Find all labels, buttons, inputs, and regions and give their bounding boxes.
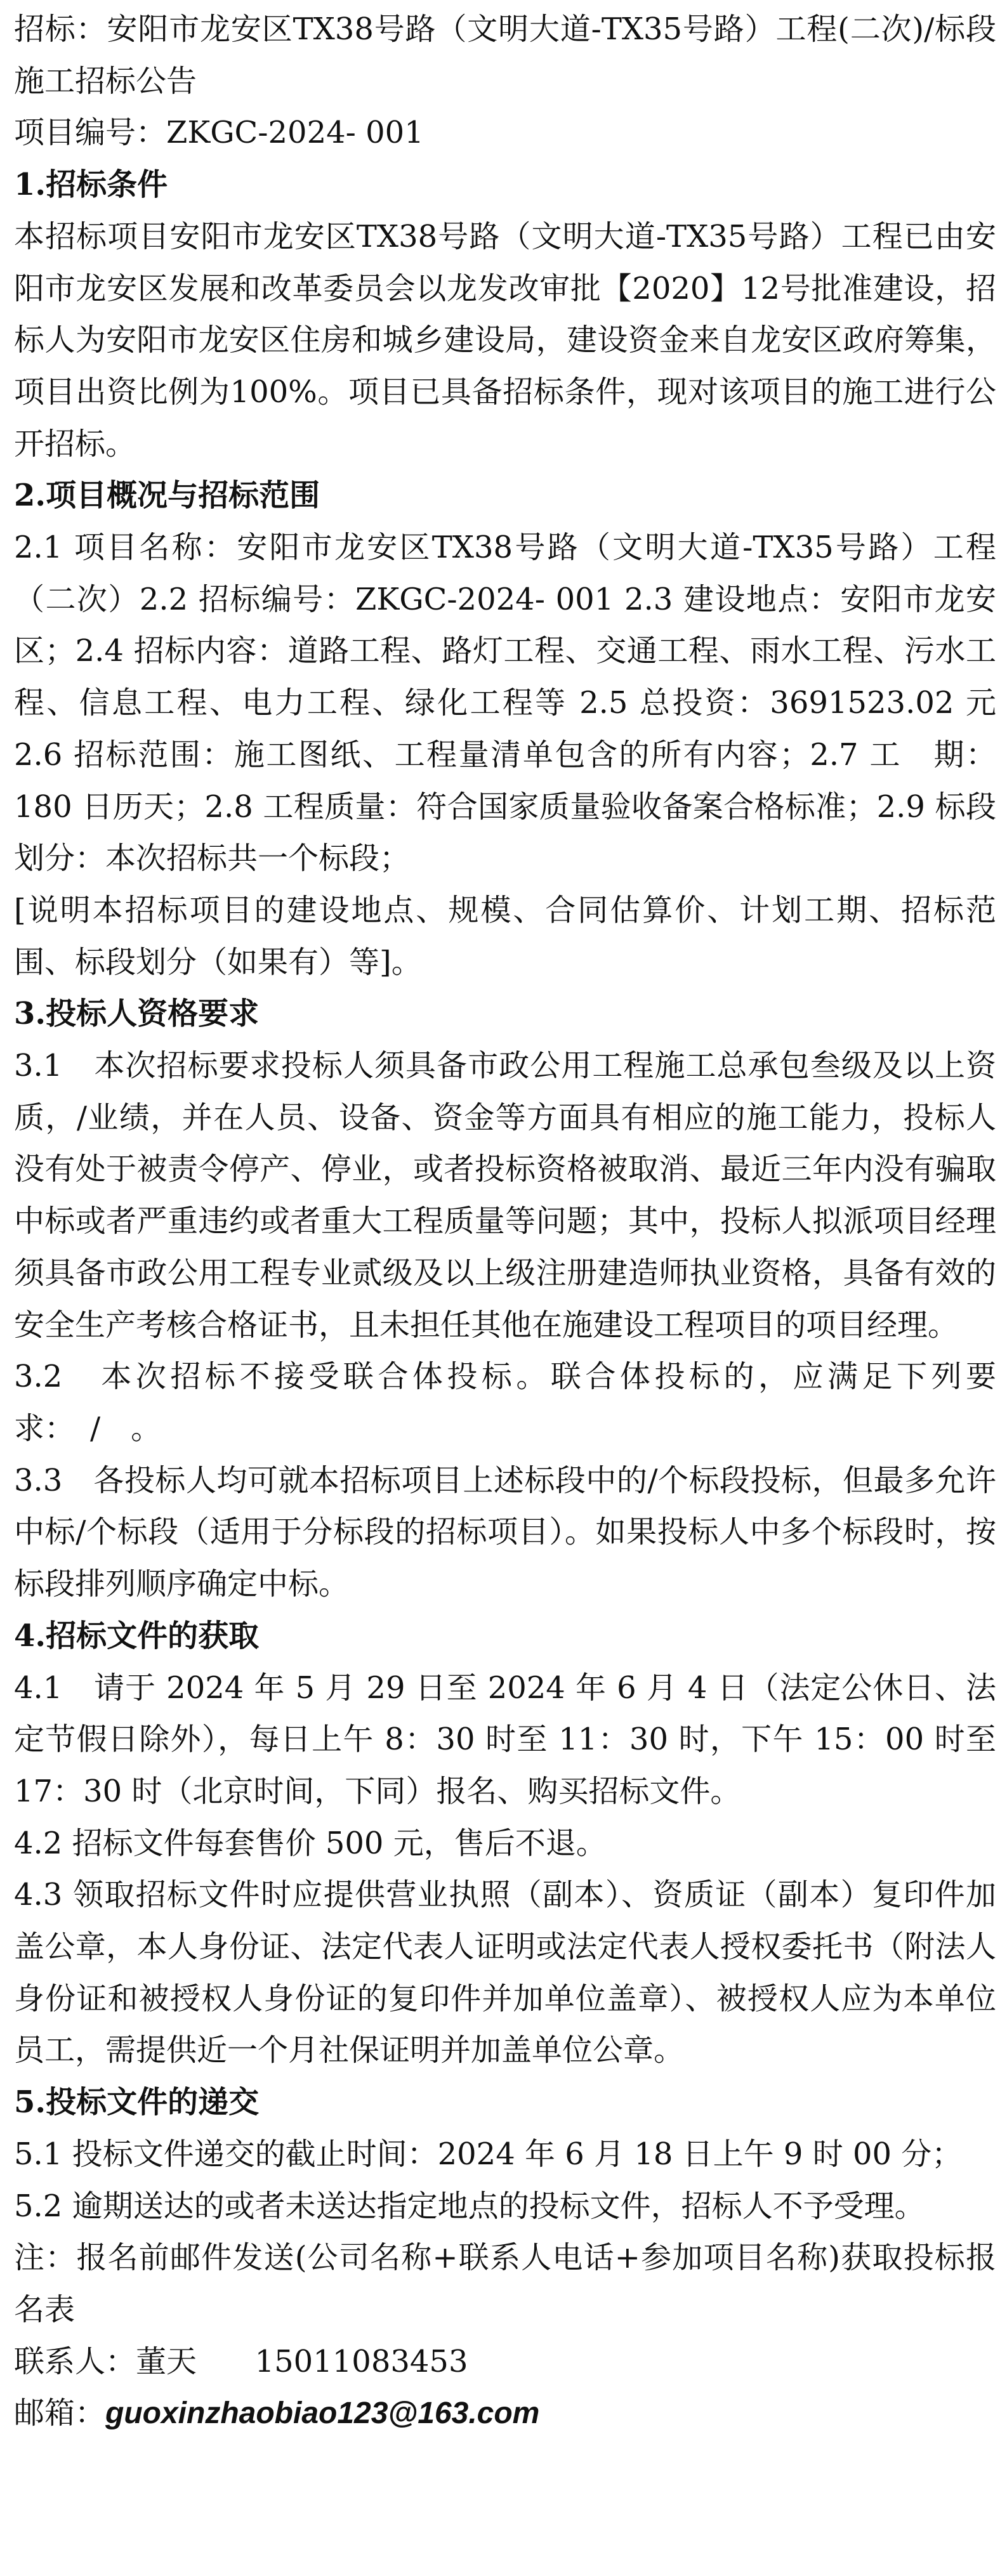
email-label: 邮箱： xyxy=(14,2395,106,2431)
announcement-title: 招标：安阳市龙安区TX38号路（文明大道-TX35号路）工程(二次)/标段施工招标公告 xyxy=(14,11,996,99)
email-line xyxy=(14,2388,996,2440)
section-paragraph: 5.2 逾期送达的或者未送达指定地点的投标文件，招标人不予受理。 xyxy=(14,2188,925,2224)
contact-line xyxy=(14,2336,996,2388)
section-paragraph: 4.1 请于 2024 年 5 月 29 日至 2024 年 6 月 4 日（法定公休日、法定节假日除外），每日上午 8：30 时至 11：30 时，下午 15：00 时至 17：30 时（北京时间，下同）报名、购买招标文件。 xyxy=(14,1670,996,1809)
section-paragraph: [说明本招标项目的建设地点、规模、合同估算价、计划工期、招标范围、标段划分（如果有）等]。 xyxy=(14,892,996,980)
section-paragraph: 4.2 招标文件每套售价 500 元，售后不退。 xyxy=(14,1825,607,1861)
section-heading-bidding-conditions: 1.招标条件 xyxy=(14,167,168,203)
section-heading-project-overview: 2.项目概况与招标范围 xyxy=(14,478,320,514)
section-paragraph: 3.1 本次招标要求投标人须具备市政公用工程施工总承包叁级及以上资质，/业绩，并在人员、设备、资金等方面具有相应的施工能力，投标人没有处于被责令停产、停业，或者投标资格被取消、最近三年内没有骗取中标或者严重违约或者重大工程质量等问题；其中，投标人拟派项目经理须具备市政公用工程专业贰级及以上级注册建造师执业资格，具备有效的安全生产考核合格证书，且未担任其他在施建设工程项目的项目经理。 xyxy=(14,1048,996,1343)
contact-label: 联系人： xyxy=(14,2343,136,2379)
section-paragraph: 本招标项目安阳市龙安区TX38号路（文明大道-TX35号路）工程已由安阳市龙安区发展和改革委员会以龙发改审批【2020】12号批准建设，招标人为安阳市龙安区住房和城乡建设局，建设资金来自龙安区政府筹集，项目出资比例为100%。项目已具备招标条件，现对该项目的施工进行公开招标。 xyxy=(14,218,996,462)
contact-name: 董天 xyxy=(136,2343,197,2379)
section-paragraph: 5.1 投标文件递交的截止时间：2024 年 6 月 18 日上午 9 时 00 分； xyxy=(14,2136,963,2172)
registration-note: 注：报名前邮件发送(公司名称+联系人电话+参加项目名称)获取投标报名表 xyxy=(14,2240,996,2327)
contact-phone[interactable]: 15011083453 xyxy=(254,2343,468,2379)
section-paragraph: 4.3 领取招标文件时应提供营业执照（副本）、资质证（副本）复印件加盖公章，本人身份证、法定代表人证明或法定代表人授权委托书（附法人身份证和被授权人身份证的复印件并加单位盖章）、被授权人应为本单位员工，需提供近一个月社保证明并加盖单位公章。 xyxy=(14,1877,996,2069)
section-paragraph: 3.3 各投标人均可就本招标项目上述标段中的/个标段投标，但最多允许中标/个标段（适用于分标段的招标项目）。如果投标人中多个标段时，按标段排列顺序确定中标。 xyxy=(14,1462,996,1602)
project-number: 项目编号：ZKGC-2024- 001 xyxy=(14,115,424,151)
section-paragraph: 2.1 项目名称：安阳市龙安区TX38号路（文明大道-TX35号路）工程（二次）2.2 招标编号：ZKGC-2024- 001 2.3 建设地点：安阳市龙安区；2.4 招标内容：道路工程、路灯工程、交通工程、雨水工程、污水工程、信息工程、电力工程、绿化工程等 2.5 总投资：3691523.02 元 2.6 招标范围：施工图纸、工程量清单包含的所有内容；2.7 工 期：180 日历天；2.8 工程质量：符合国家质量验收备案合格标准；2.9 标段划分：本次招标共一个标段； xyxy=(14,530,996,877)
email-address[interactable]: guoxinzhaobiao123@163.com xyxy=(105,2396,540,2431)
announcement-document xyxy=(14,4,996,2440)
section-paragraph: 3.2 本次招标不接受联合体投标。联合体投标的，应满足下列要求： / 。 xyxy=(14,1359,996,1446)
section-heading-bidder-qualifications: 3.投标人资格要求 xyxy=(14,996,260,1032)
section-heading-bid-submission: 5.投标文件的递交 xyxy=(14,2084,260,2121)
section-heading-obtaining-documents: 4.招标文件的获取 xyxy=(14,1618,260,1654)
